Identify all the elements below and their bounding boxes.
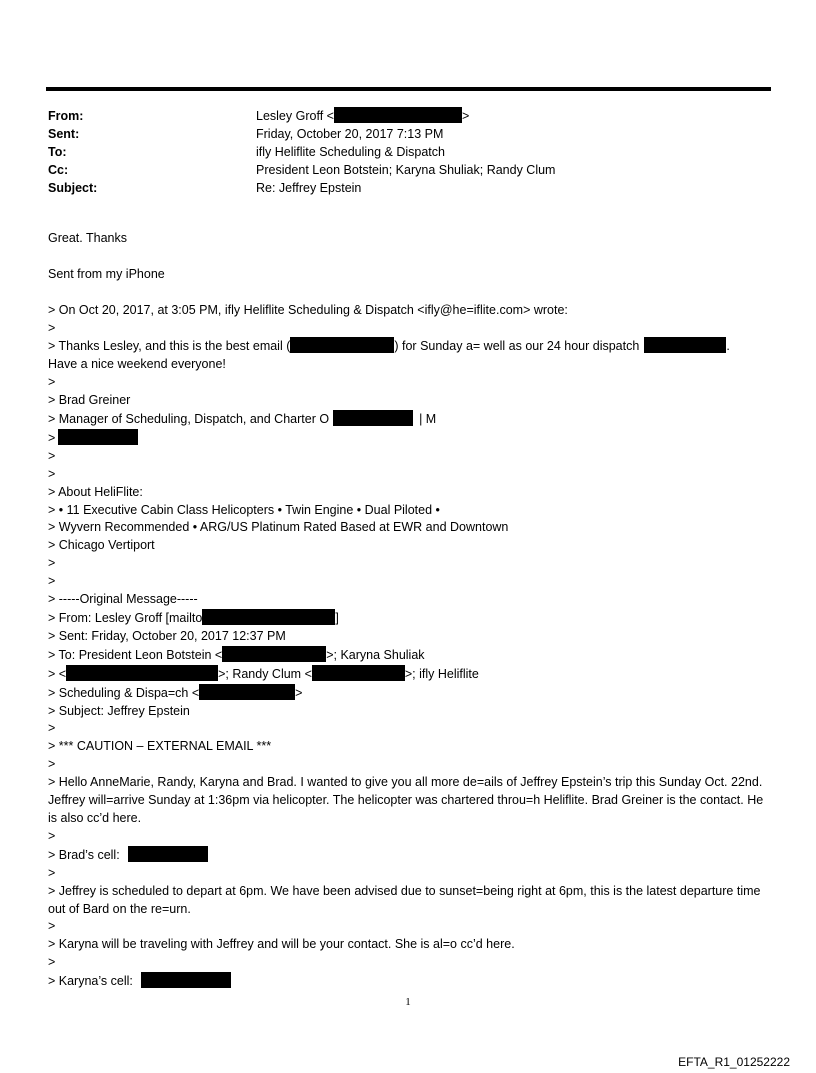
email-body bbox=[48, 230, 772, 991]
body-line: > Sent: Friday, October 20, 2017 12:37 PM bbox=[48, 628, 286, 643]
caution-line: > *** CAUTION – EXTERNAL EMAIL *** bbox=[48, 739, 272, 754]
redaction-bar bbox=[141, 972, 231, 988]
text-segment: > bbox=[295, 685, 303, 700]
from-label: From: bbox=[48, 109, 84, 123]
text-segment: >; ifly Heliflite bbox=[404, 666, 479, 681]
quote-marker: > bbox=[48, 828, 56, 843]
text-segment: . bbox=[726, 339, 730, 354]
body-line bbox=[48, 646, 772, 665]
body-paragraph: > Jeffrey is scheduled to depart at 6pm. We have been advised due to sunset=being right at 6pm, this is the latest departure time out of Bard on the re=urn. bbox=[48, 883, 761, 916]
sent-value: Friday, October 20, 2017 7:13 PM bbox=[256, 127, 444, 141]
text-segment: > From: Lesley Groff [mailto bbox=[48, 611, 203, 625]
sent-label: Sent: bbox=[48, 127, 80, 141]
text-segment: > Brad’s cell: bbox=[48, 847, 120, 862]
body-line: Great. Thanks bbox=[48, 231, 127, 245]
body-line bbox=[48, 410, 772, 429]
quote-marker: > bbox=[48, 466, 56, 481]
body-line bbox=[48, 972, 772, 991]
body-line: > • 11 Executive Cabin Class Helicopters • Twin Engine • Dual Piloted • bbox=[48, 502, 440, 517]
text-segment: ) for Sunday a= well as our 24 hour dispatch bbox=[394, 339, 640, 354]
quote-marker: > bbox=[48, 320, 56, 335]
body-line: > Brad Greiner bbox=[48, 393, 131, 408]
redaction-bar bbox=[333, 410, 413, 426]
body-line bbox=[48, 337, 772, 356]
quote-marker: > bbox=[48, 556, 56, 571]
quote-marker: > bbox=[48, 448, 56, 463]
text-segment: | M bbox=[419, 412, 437, 427]
page-number: 1 bbox=[405, 996, 411, 1008]
quote-marker: > bbox=[48, 919, 56, 934]
redaction-bar bbox=[222, 646, 326, 662]
body-line: > -----Original Message----- bbox=[48, 592, 198, 607]
redaction-bar bbox=[128, 846, 208, 862]
redaction-bar bbox=[334, 107, 462, 123]
redaction-bar bbox=[199, 684, 295, 700]
redaction-bar bbox=[58, 429, 138, 445]
redaction-bar bbox=[644, 337, 726, 353]
redaction-bar bbox=[312, 665, 405, 681]
body-line: Sent from my iPhone bbox=[48, 266, 165, 281]
body-line: > Karyna will be traveling with Jeffrey and will be your contact. She is al=o cc’d here. bbox=[48, 937, 515, 952]
cc-label: Cc: bbox=[48, 163, 69, 177]
body-line bbox=[48, 684, 772, 703]
quote-marker: > bbox=[48, 430, 56, 445]
cc-value: President Leon Botstein; Karyna Shuliak; Randy Clum bbox=[256, 163, 556, 177]
quote-header-line: > On Oct 20, 2017, at 3:05 PM, ifly Heliflite Scheduling & Dispatch <ifly@he=iflite.com> wrote: bbox=[48, 302, 568, 317]
body-line: > About HeliFlite: bbox=[48, 484, 143, 499]
subject-label: Subject: bbox=[48, 181, 98, 195]
text-segment: ] bbox=[335, 611, 339, 625]
text-segment: > To: President Leon Botstein < bbox=[48, 647, 223, 662]
redaction-bar bbox=[202, 609, 335, 625]
text-segment: > Thanks Lesley, and this is the best email ( bbox=[48, 339, 291, 354]
body-line bbox=[48, 846, 772, 865]
document-id: EFTA_R1_01252222 bbox=[678, 1055, 790, 1069]
to-label: To: bbox=[48, 145, 67, 159]
redaction-bar bbox=[290, 337, 394, 353]
quote-marker: > bbox=[48, 721, 56, 736]
from-name: Lesley Groff < bbox=[256, 109, 334, 123]
subject-value: Re: Jeffrey Epstein bbox=[256, 181, 362, 195]
body-line: > Subject: Jeffrey Epstein bbox=[48, 703, 190, 718]
body-line: Have a nice weekend everyone! bbox=[48, 357, 226, 372]
text-segment: > Manager of Scheduling, Dispatch, and Charter O bbox=[48, 412, 330, 427]
from-close: > bbox=[461, 109, 470, 123]
quote-marker: > bbox=[48, 574, 56, 589]
from-value bbox=[256, 107, 469, 125]
to-value: ifly Heliflite Scheduling & Dispatch bbox=[256, 145, 445, 159]
body-line bbox=[48, 609, 772, 628]
text-segment: >; Randy Clum < bbox=[218, 666, 312, 681]
text-segment: >; Karyna Shuliak bbox=[326, 647, 425, 662]
body-line bbox=[48, 429, 772, 448]
redaction-bar bbox=[66, 665, 218, 681]
body-line: > Wyvern Recommended • ARG/US Platinum Rated Based at EWR and Downtown bbox=[48, 520, 509, 535]
quote-marker: > bbox=[48, 375, 56, 390]
body-line bbox=[48, 665, 772, 684]
quote-marker: > bbox=[48, 955, 56, 970]
quote-marker: > bbox=[48, 757, 56, 772]
quote-marker: > bbox=[48, 865, 56, 880]
text-segment: > < bbox=[48, 666, 67, 681]
body-paragraph: > Hello AnneMarie, Randy, Karyna and Brad. I wanted to give you all more de=ails of Jeffrey Epstein’s trip this Sunday Oct. 22nd. Jeffrey will=arrive Sunday at 1:36pm via helicopter. The helicopter was chartered throu=h Heliflite. Brad Greiner is the contact. He is also cc’d here. bbox=[48, 775, 764, 825]
text-segment: > Karyna’s cell: bbox=[48, 974, 133, 989]
text-segment: > Scheduling & Dispa=ch < bbox=[48, 685, 200, 700]
body-line: > Chicago Vertiport bbox=[48, 538, 155, 553]
header-divider bbox=[46, 87, 771, 91]
